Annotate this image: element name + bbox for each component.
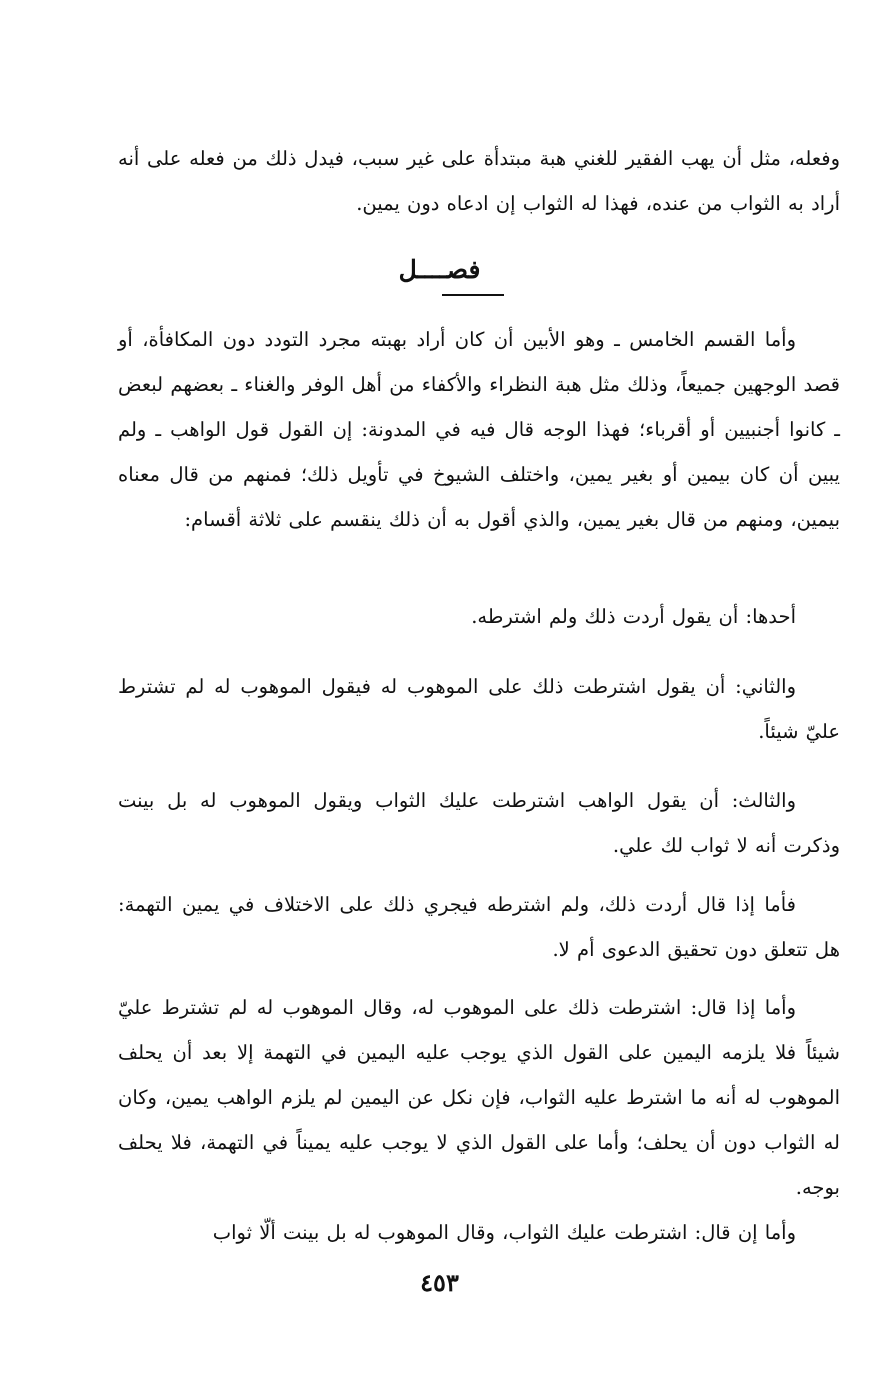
heading-underline xyxy=(442,294,504,296)
paragraph-8: وأما إن قال: اشترطت عليك الثواب، وقال الموهوب له بل بينت ألّا ثواب xyxy=(212,1221,796,1244)
section-heading: فصــــل xyxy=(398,255,481,284)
paragraph-5: والثالث: أن يقول الواهب اشترطت عليك الثواب ويقول الموهوب له بل بينت وذكرت أنه لا ثواب لك علي. xyxy=(118,789,840,857)
paragraph-7: وأما إذا قال: اشترطت ذلك على الموهوب له، وقال الموهوب له لم تشترط عليّ شيئاً فلا يلزمه اليمين على القول الذي يوجب عليه اليمين في التهمة إلا بعد أن يحلف الموهوب له أنه ما اشترط عليه الثواب، فإن نكل عن اليمين لم يلزم الواهب يمين، وكان له الثواب دون أن يحلف؛ وأما على القول الذي لا يوجب عليه يميناً في التهمة، فلا يحلف بوجه. xyxy=(118,996,840,1199)
paragraph-6: فأما إذا قال أردت ذلك، ولم اشترطه فيجري ذلك على الاختلاف في يمين التهمة: هل تتعلق دون تحقيق الدعوى أم لا. xyxy=(118,893,840,961)
paragraph-2: وأما القسم الخامس ـ وهو الأبين أن كان أراد بهبته مجرد التودد دون المكافأة، أو قصد الوجهين جميعاً، وذلك مثل هبة النظراء والأكفاء من أهل الوفر والغناء ـ بعضهم لبعض ـ كانوا أجنبيين أو أقرباء؛ فهذا الوجه قال فيه في المدونة: إن القول قول الواهب ـ ولم يبين أن كان بيمين أو بغير يمين، واختلف الشيوخ في تأويل ذلك؛ فمنهم من قال معناه بيمين، ومنهم من قال بغير يمين، والذي أقول به أن ذلك ينقسم على ثلاثة أقسام: xyxy=(118,328,840,531)
page-number: ٤٥٣ xyxy=(420,1268,459,1297)
paragraph-4: والثاني: أن يقول اشترطت ذلك على الموهوب له فيقول الموهوب له لم تشترط عليّ شيئاً. xyxy=(118,675,840,743)
paragraph-3: أحدها: أن يقول أردت ذلك ولم اشترطه. xyxy=(471,605,796,628)
paragraph-1: وفعله، مثل أن يهب الفقير للغني هبة مبتدأة على غير سبب، فيدل ذلك من فعله على أنه أراد به الثواب من عنده، فهذا له الثواب إن ادعاه دون يمين. xyxy=(118,147,840,215)
